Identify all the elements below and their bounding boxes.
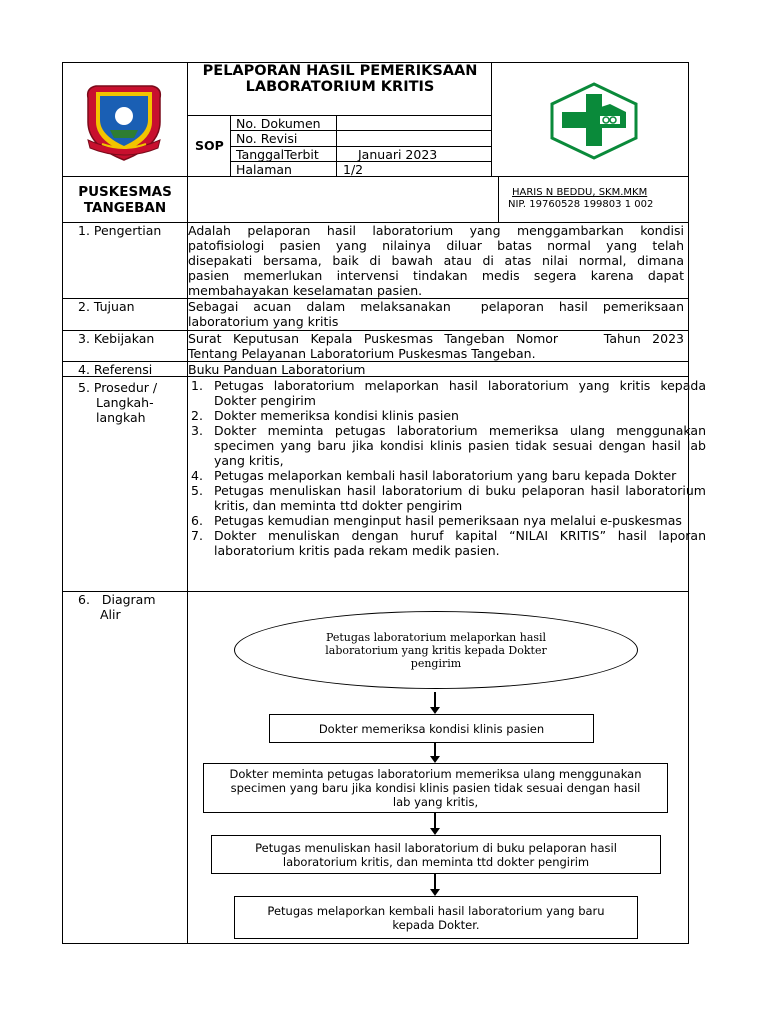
divider [62,176,689,177]
definition-line: pasien memerlukan intervensi tindakan medis segera karena dapat [188,268,684,283]
flow-start-oval: Petugas laboratorium melaporkan hasil laboratorium yang kritis kepada Dokter pengirim [234,611,638,689]
divider [62,361,689,362]
puskesmas-logo [548,82,640,160]
procedure-step: 7. Dokter menuliskan dengan huruf kapital “NILAI KRITIS” hasil laporan laboratorium kritis pada rekam medik pasien. [191,528,706,558]
page-value: 1/2 [343,162,364,177]
section-label-procedure: Langkah- [96,395,154,410]
revision-label: No. Revisi [236,131,298,146]
definition-line: membahayakan keselamatan pasien. [188,283,423,298]
policy-line: Tentang Pelayanan Laboratorium Puskesmas Tangeban. [188,346,536,361]
section-label-policy: 3. Kebijakan [78,331,155,346]
purpose-line: Sebagai acuan dalam melaksanakan pelaporan hasil pemeriksaan [188,299,684,314]
procedure-step: 4. Petugas melaporkan kembali hasil laboratorium yang baru kepada Dokter [191,468,677,483]
doc-number-label: No. Dokumen [236,116,321,131]
definition-line: disepakati bersama, baik di bawah atau di atas nilai normal, dimana [188,253,684,268]
section-label-procedure: langkah [96,410,146,425]
procedure-step: 6. Petugas kemudian menginput hasil pemeriksaan nya melalui e-puskesmas [191,513,682,528]
section-label-reference: 4. Referensi [78,362,153,377]
divider [187,115,491,116]
flow-arrow [430,692,440,714]
policy-line: Surat Keputusan Kepala Puskesmas Tangeban Nomor Tahun 2023 [188,331,684,346]
divider [491,62,492,176]
signatory-nip: NIP. 19760528 199803 1 002 [508,199,654,210]
document-title: PELAPORAN HASIL PEMERIKSAAN LABORATORIUM KRITIS [202,63,478,95]
flow-arrow [430,874,440,896]
procedure-step: 5. Petugas menuliskan hasil laboratorium di buku pelaporan hasil laboratorium kritis, dan meminta ttd dokter pengirim [191,483,706,513]
reference-text: Buku Panduan Laboratorium [188,362,366,377]
flow-step-box: Dokter meminta petugas laboratorium memeriksa ulang menggunakan specimen yang baru jika kondisi klinis pasien tidak sesuai dengan hasil lab yang kritis, [203,763,668,813]
divider [187,62,188,944]
institution-name: PUSKESMAS TANGEBAN [78,184,172,216]
section-label-definition: 1. Pengertian [78,223,162,238]
procedure-steps [190,378,706,558]
purpose-line: laboratorium yang kritis [188,314,339,329]
issue-date-label: TanggalTerbit [236,147,319,162]
definition-line: Adalah pelaporan hasil laboratorium yang menggambarkan kondisi [188,223,684,238]
flow-step-box: Petugas menuliskan hasil laboratorium di buku pelaporan hasil laboratorium kritis, dan meminta ttd dokter pengirim [211,835,661,874]
section-label-flowchart: 6. Diagram [78,592,156,607]
definition-line: patofisiologi pasien yang nilainya diluar batas normal yang telah [188,238,684,253]
divider [498,176,499,222]
flow-arrow [430,743,440,763]
procedure-step: 3. Dokter meminta petugas laboratorium memeriksa ulang menggunakan specimen yang baru jika kondisi klinis pasien tidak sesuai dengan hasil lab yang kritis, [191,423,706,468]
regional-emblem-logo [82,80,166,162]
flow-step-box: Petugas melaporkan kembali hasil laboratorium yang baru kepada Dokter. [234,896,638,939]
signatory-name: HARIS N BEDDU, SKM.MKM [512,187,648,198]
procedure-step: 2. Dokter memeriksa kondisi klinis pasien [191,408,459,423]
page-label: Halaman [236,162,292,177]
flow-arrow [430,813,440,835]
flow-step-box: Dokter memeriksa kondisi klinis pasien [269,714,594,743]
section-label-purpose: 2. Tujuan [78,299,135,314]
section-label-procedure: 5. Prosedur / [78,380,158,395]
divider [62,376,689,377]
procedure-step: 1. Petugas laboratorium melaporkan hasil laboratorium yang kritis kepada Dokter pengirim [191,378,706,408]
issue-date-value: Januari 2023 [358,147,438,162]
divider [62,591,689,592]
section-label-flowchart: Alir [100,607,121,622]
sop-label: SOP [195,138,224,153]
